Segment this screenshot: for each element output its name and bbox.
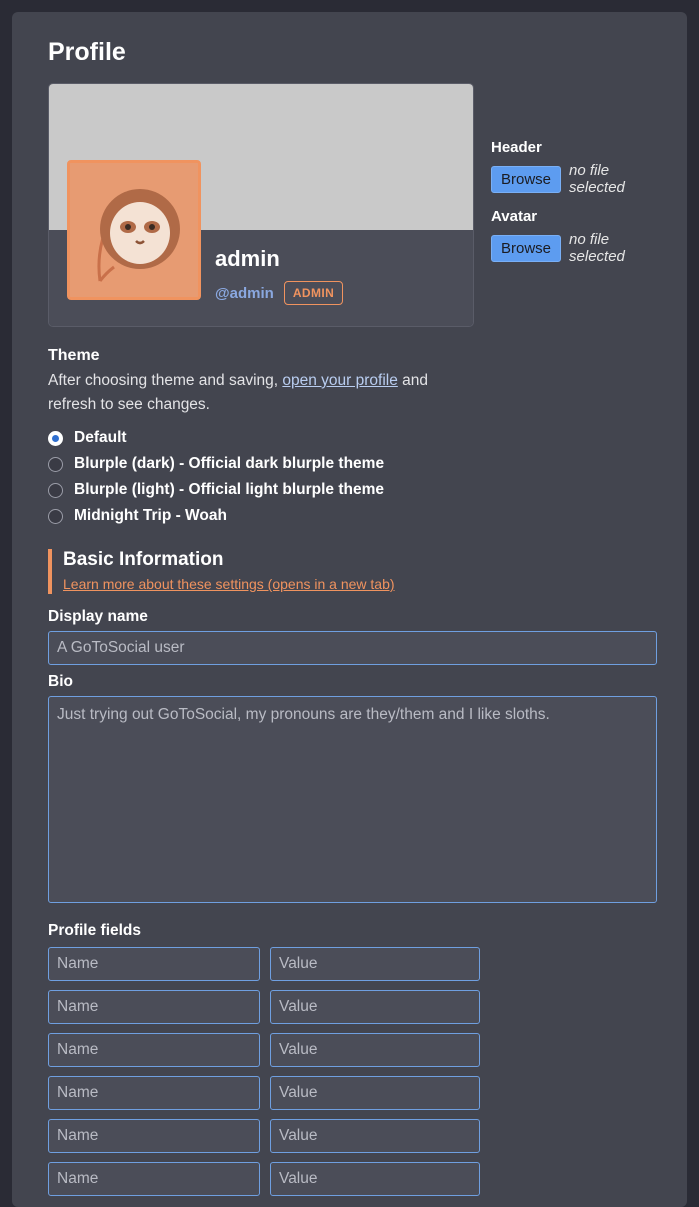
bio-label: Bio	[48, 673, 73, 691]
profile-field-name-input[interactable]	[48, 1076, 260, 1110]
open-your-profile-link[interactable]: open your profile	[282, 372, 398, 389]
profile-field-name-input[interactable]	[48, 1033, 260, 1067]
theme-option-blurple-dark[interactable]	[48, 455, 657, 473]
profile-field-row	[48, 1033, 657, 1067]
profile-field-name-input[interactable]	[48, 990, 260, 1024]
display-name-input[interactable]	[48, 631, 657, 665]
profile-fields-label: Profile fields	[48, 922, 142, 940]
basic-information-title: Basic Information	[63, 549, 224, 571]
theme-description	[48, 369, 478, 417]
theme-desc-after: and refresh to see changes.	[48, 372, 429, 414]
profile-field-row	[48, 1076, 657, 1110]
file-upload-group	[491, 83, 657, 277]
profile-field-value-input[interactable]	[270, 1119, 480, 1153]
preview-display-name: admin	[215, 246, 280, 271]
profile-field-name-input[interactable]	[48, 947, 260, 981]
page-title: Profile	[48, 38, 126, 66]
profile-preview-row	[48, 83, 657, 327]
avatar-browse-button[interactable]: Browse	[491, 235, 561, 262]
theme-label: Theme	[48, 347, 100, 364]
radio-icon[interactable]	[48, 509, 63, 524]
profile-card-body	[49, 230, 473, 326]
profile-field-value-input[interactable]	[270, 990, 480, 1024]
avatar-upload-row	[491, 231, 657, 265]
bio-textarea[interactable]	[48, 696, 657, 903]
profile-field-name-input[interactable]	[48, 1162, 260, 1196]
basic-information-header	[48, 549, 657, 594]
theme-option-label: Blurple (dark) - Official dark blurple theme	[74, 455, 385, 473]
sloth-avatar-icon	[70, 163, 198, 297]
status-badge: ADMIN	[284, 281, 343, 305]
radio-icon[interactable]	[48, 431, 63, 446]
theme-option-midnight-trip[interactable]	[48, 507, 657, 525]
profile-field-row	[48, 947, 657, 981]
profile-field-row	[48, 1119, 657, 1153]
theme-option-label: Blurple (light) - Official light blurple theme	[74, 481, 384, 499]
profile-field-value-input[interactable]	[270, 947, 480, 981]
profile-field-name-input[interactable]	[48, 1119, 260, 1153]
profile-field-row	[48, 1162, 657, 1196]
profile-field-row	[48, 990, 657, 1024]
profile-field-value-input[interactable]	[270, 1033, 480, 1067]
profile-preview-card	[48, 83, 474, 327]
avatar-upload-label: Avatar	[491, 208, 538, 225]
avatar-file-status: no file selected	[569, 231, 625, 265]
profile-field-value-input[interactable]	[270, 1162, 480, 1196]
theme-option-label: Midnight Trip - Woah	[74, 507, 227, 525]
theme-option-blurple-light[interactable]	[48, 481, 657, 499]
profile-field-value-input[interactable]	[270, 1076, 480, 1110]
theme-desc-before: After choosing theme and saving,	[48, 372, 283, 389]
preview-handle-row	[215, 281, 473, 305]
avatar	[67, 160, 201, 300]
display-name-label: Display name	[48, 608, 148, 626]
learn-more-link[interactable]: Learn more about these settings (opens in a new tab)	[63, 576, 395, 593]
header-upload-label: Header	[491, 139, 542, 156]
preview-handle: @admin	[215, 284, 274, 302]
settings-panel	[12, 12, 687, 1207]
header-file-status: no file selected	[569, 162, 625, 196]
header-browse-button[interactable]: Browse	[491, 166, 561, 193]
radio-icon[interactable]	[48, 483, 63, 498]
header-upload-row	[491, 162, 657, 196]
theme-option-default[interactable]	[48, 429, 657, 447]
radio-icon[interactable]	[48, 457, 63, 472]
theme-option-label: Default	[74, 429, 127, 447]
